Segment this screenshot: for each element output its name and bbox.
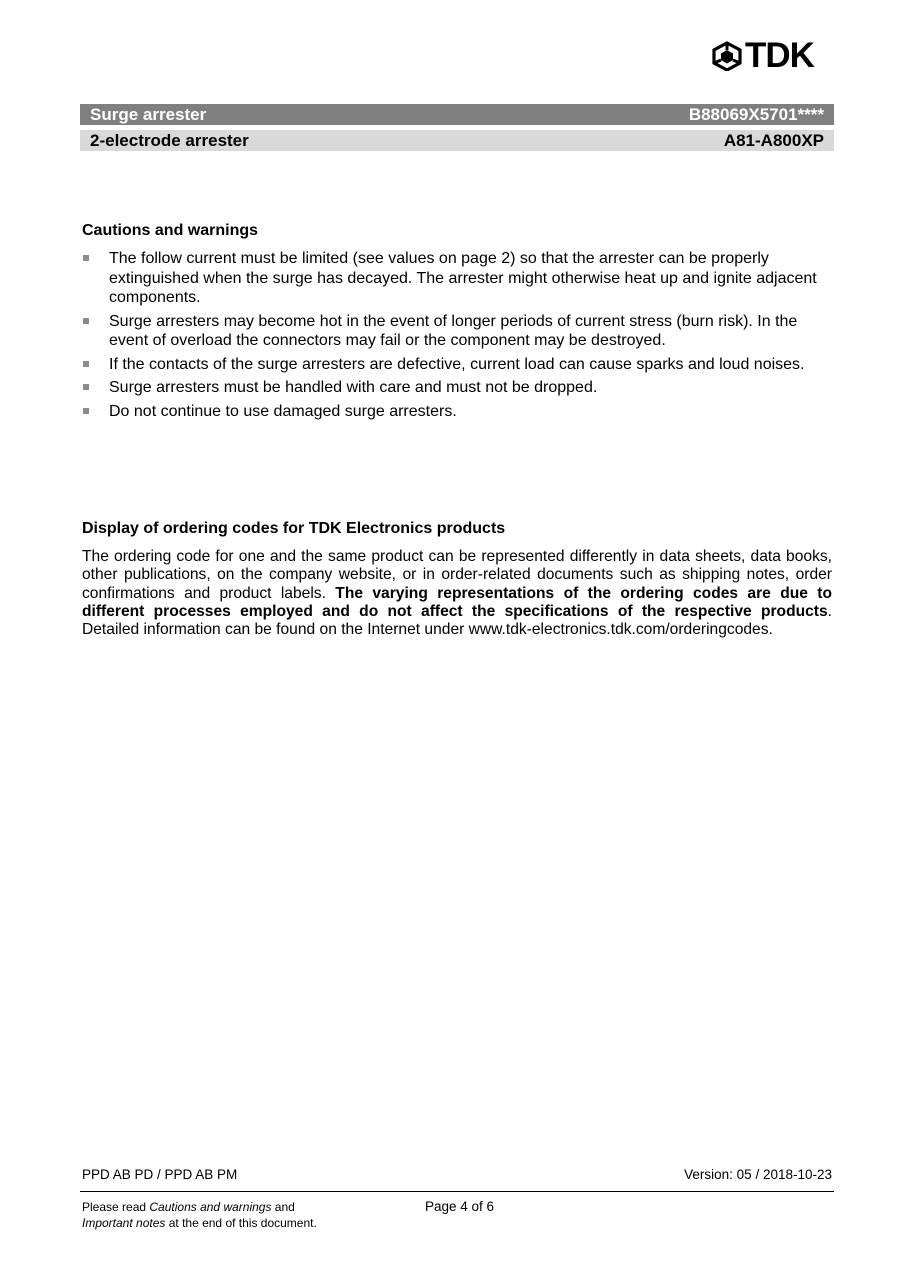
tdk-logo [711, 36, 837, 75]
page-number: Page 4 of 6 [425, 1199, 495, 1214]
cautions-heading: Cautions and warnings [82, 222, 259, 239]
cautions-list [82, 249, 834, 425]
header-product-band [80, 104, 834, 125]
product-designation: A81-A800XP [723, 130, 824, 150]
list-item: Surge arresters may become hot in the event of longer periods of current stress (burn risk). In the event of overload the connectors may fail or the component may be destroyed. [82, 312, 834, 351]
ordering-heading: Display of ordering codes for TDK Electronics products [82, 520, 506, 537]
bullet-square-icon [83, 384, 89, 390]
list-item: Surge arresters must be handled with care and must not be dropped. [82, 378, 834, 398]
footer-department: PPD AB PD / PPD AB PM [82, 1167, 238, 1182]
bullet-square-icon [83, 408, 89, 414]
tdk-logo-icon [711, 41, 743, 71]
bullet-square-icon [83, 361, 89, 367]
footer-version: Version: 05 / 2018-10-23 [684, 1167, 832, 1182]
product-name: Surge arrester [90, 104, 207, 124]
bullet-square-icon [83, 318, 89, 324]
footer-divider [80, 1191, 834, 1192]
footer-note: Please read Cautions and warnings and Important notes at the end of this document. [82, 1200, 317, 1230]
logo-brand-text: TDK [745, 36, 814, 75]
header-type-band [80, 130, 834, 151]
ordering-paragraph: The ordering code for one and the same product can be represented differently in data sheets, data books, other publications, on the company website, or in order-related documents such as shipping notes, order confirmations and product labels. The varying representations of the ordering codes are due to different processes employed and do not affect the specifications of the respective products. Detailed information can be found on the Internet under www.tdk-electronics.tdk.com/orderingcodes. [82, 548, 833, 639]
list-item: The follow current must be limited (see values on page 2) so that the arrester can be properly extinguished when the surge has decayed. The arrester might otherwise heat up and ignite adjacent components. [82, 249, 834, 308]
list-item: If the contacts of the surge arresters are defective, current load can cause sparks and loud noises. [82, 355, 834, 375]
list-item: Do not continue to use damaged surge arresters. [82, 402, 834, 422]
ordering-code: B88069X5701**** [688, 104, 824, 124]
product-type: 2-electrode arrester [90, 130, 249, 150]
bullet-square-icon [83, 255, 89, 261]
